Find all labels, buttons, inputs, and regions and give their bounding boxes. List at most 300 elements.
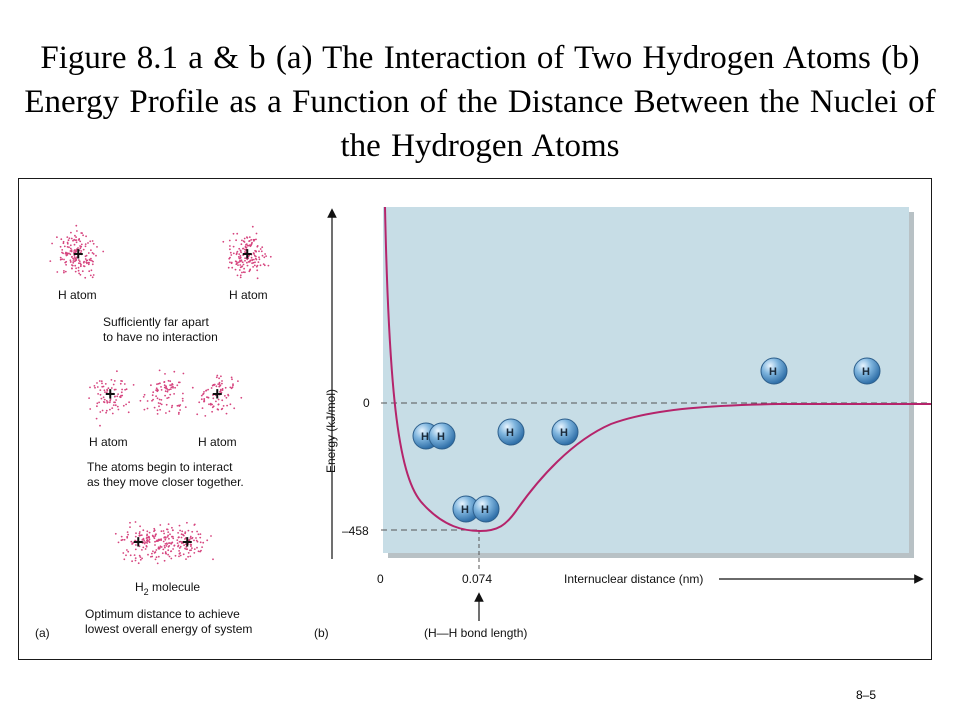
electron-dot xyxy=(236,252,238,254)
electron-dot xyxy=(216,376,218,378)
electron-dot xyxy=(233,253,235,255)
x-tick-zero: 0 xyxy=(377,572,384,586)
electron-dot xyxy=(96,382,98,384)
electron-dot xyxy=(121,391,123,393)
electron-dot xyxy=(150,556,152,558)
electron-dot xyxy=(260,264,262,266)
electron-dot xyxy=(93,243,95,245)
y-axis-label: Energy (kJ/mol) xyxy=(324,388,338,473)
electron-dot xyxy=(183,373,185,375)
electron-dot xyxy=(146,534,148,536)
electron-dot xyxy=(233,407,235,409)
electron-dot xyxy=(116,395,118,397)
electron-dot xyxy=(253,259,255,261)
electron-dot xyxy=(97,393,99,395)
electron-dot xyxy=(164,536,166,538)
electron-dot xyxy=(206,539,208,541)
electron-dot xyxy=(60,246,62,248)
electron-dot xyxy=(163,541,165,543)
electron-dot xyxy=(199,537,201,539)
electron-dot xyxy=(258,250,260,252)
electron-dot xyxy=(161,399,163,401)
electron-dot xyxy=(237,264,239,266)
electron-dot xyxy=(178,556,180,558)
nucleus-mid-left: + xyxy=(105,384,116,404)
electron-dot xyxy=(155,549,157,551)
electron-dot xyxy=(92,276,94,278)
electron-dot xyxy=(178,412,180,414)
electron-dot xyxy=(92,252,94,254)
electron-dot xyxy=(193,552,195,554)
electron-dot xyxy=(167,535,169,537)
electron-dot xyxy=(171,405,173,407)
electron-dot xyxy=(167,389,169,391)
electron-dot xyxy=(135,557,137,559)
electron-dot xyxy=(101,386,103,388)
electron-dot xyxy=(170,558,172,560)
electron-dot xyxy=(179,530,181,532)
electron-dot xyxy=(263,256,265,258)
electron-dot xyxy=(204,415,206,417)
electron-dot xyxy=(156,390,158,392)
electron-dot xyxy=(82,270,84,272)
hydrogen-atom-mid-2 xyxy=(552,419,578,445)
electron-dot xyxy=(146,542,148,544)
electron-dot xyxy=(159,383,161,385)
electron-dot xyxy=(61,249,63,251)
electron-dot xyxy=(91,269,93,271)
electron-dot xyxy=(166,545,168,547)
electron-dot xyxy=(168,545,170,547)
electron-dot xyxy=(92,261,94,263)
electron-dot xyxy=(129,522,131,524)
electron-dot xyxy=(101,398,103,400)
electron-dot xyxy=(213,405,215,407)
electron-dot xyxy=(161,389,163,391)
atom-label-mid-left: H atom xyxy=(89,435,128,449)
electron-dot xyxy=(64,246,66,248)
electron-dot xyxy=(68,239,70,241)
electron-dot xyxy=(177,532,179,534)
electron-dot xyxy=(75,271,77,273)
electron-dot xyxy=(240,274,242,276)
electron-dot xyxy=(146,546,148,548)
nucleus-mid-right: + xyxy=(212,384,223,404)
electron-dot xyxy=(250,239,252,241)
electron-dot xyxy=(99,389,101,391)
electron-dot xyxy=(96,246,98,248)
electron-dot xyxy=(67,246,69,248)
electron-dot xyxy=(168,380,170,382)
electron-dot xyxy=(201,546,203,548)
electron-dot xyxy=(157,409,159,411)
electron-dot xyxy=(257,277,259,279)
electron-dot xyxy=(120,395,122,397)
electron-dot xyxy=(256,233,258,235)
electron-dot xyxy=(170,384,172,386)
electron-dot xyxy=(241,265,243,267)
electron-dot xyxy=(169,556,171,558)
electron-dot xyxy=(172,529,174,531)
electron-dot xyxy=(270,256,272,258)
electron-dot xyxy=(179,553,181,555)
figure-frame xyxy=(18,178,932,660)
electron-dot xyxy=(97,386,99,388)
electron-dot xyxy=(60,259,62,261)
nucleus-far-right: + xyxy=(242,244,253,264)
electron-dot xyxy=(70,261,72,263)
electron-dot xyxy=(237,275,239,277)
electron-dot xyxy=(236,233,238,235)
electron-dot xyxy=(168,523,170,525)
caption-mol-line2: lowest overall energy of system xyxy=(85,622,253,636)
electron-dot xyxy=(139,525,141,527)
electron-dot xyxy=(141,558,143,560)
electron-dot xyxy=(262,255,264,257)
electron-dot xyxy=(147,554,149,556)
electron-dot xyxy=(159,403,161,405)
electron-dot xyxy=(123,405,125,407)
electron-dot xyxy=(178,545,180,547)
electron-dot xyxy=(256,269,258,271)
electron-dot xyxy=(180,555,182,557)
electron-dot xyxy=(70,259,72,261)
electron-dot xyxy=(72,265,74,267)
electron-dot xyxy=(144,394,146,396)
electron-dot xyxy=(154,407,156,409)
electron-dot xyxy=(224,395,226,397)
electron-dot xyxy=(74,235,76,237)
electron-dot xyxy=(69,253,71,255)
electron-dot xyxy=(159,370,161,372)
electron-dot xyxy=(165,412,167,414)
y-tick-min: –458 xyxy=(342,524,369,538)
electron-dot xyxy=(88,270,90,272)
electron-dot xyxy=(196,413,198,415)
electron-dot xyxy=(198,550,200,552)
y-tick-zero: 0 xyxy=(363,396,370,410)
electron-dot xyxy=(177,542,179,544)
electron-dot xyxy=(206,396,208,398)
electron-dot xyxy=(147,408,149,410)
electron-dot xyxy=(152,550,154,552)
electron-dot xyxy=(172,536,174,538)
electron-dot xyxy=(216,375,218,377)
electron-dot xyxy=(70,248,72,250)
electron-dot xyxy=(165,551,167,553)
electron-dot xyxy=(238,248,240,250)
electron-dot xyxy=(99,411,101,413)
electron-dot xyxy=(240,277,242,279)
electron-dot xyxy=(162,552,164,554)
electron-dot xyxy=(249,236,251,238)
electron-dot xyxy=(258,261,260,263)
electron-dot xyxy=(88,262,90,264)
electron-dot xyxy=(149,538,151,540)
electron-dot xyxy=(268,265,270,267)
electron-dot xyxy=(240,397,242,399)
electron-dot xyxy=(203,398,205,400)
electron-dot xyxy=(157,397,159,399)
molecule-label: $H_2$ molecule xyxy=(135,580,201,597)
electron-dot xyxy=(114,380,116,382)
electron-dot xyxy=(88,264,90,266)
electron-dot xyxy=(99,425,101,427)
electron-dot xyxy=(92,263,94,265)
atom-label-mid-right: H atom xyxy=(198,435,237,449)
hydrogen-atom-far-1 xyxy=(761,358,787,384)
electron-dot xyxy=(70,232,72,234)
electron-dot xyxy=(164,384,166,386)
electron-dot xyxy=(154,537,156,539)
electron-dot xyxy=(239,264,241,266)
electron-dot xyxy=(87,242,89,244)
electron-dot xyxy=(173,371,175,373)
electron-dot xyxy=(118,542,120,544)
electron-dot xyxy=(155,559,157,561)
electron-dot xyxy=(65,264,67,266)
electron-dot xyxy=(89,260,91,262)
electron-dot xyxy=(198,401,200,403)
electron-dot xyxy=(231,267,233,269)
electron-dot xyxy=(246,236,248,238)
electron-dot xyxy=(164,547,166,549)
electron-dot xyxy=(188,552,190,554)
electron-dot xyxy=(221,408,223,410)
electron-dot xyxy=(232,386,234,388)
electron-dot xyxy=(233,233,235,235)
slide-title: Figure 8.1 a & b (a) The Interaction of Two Hydrogen Atoms (b) Energy Profile as a Function of the Distance Between the Nuclei of the Hydrogen Atoms xyxy=(24,40,936,164)
electron-dot xyxy=(105,412,107,414)
electron-dot xyxy=(168,397,170,399)
electron-dot xyxy=(193,524,195,526)
electron-dot xyxy=(118,409,120,411)
electron-dot xyxy=(96,418,98,420)
electron-dot xyxy=(102,251,104,253)
electron-dot xyxy=(143,396,145,398)
electron-dot xyxy=(211,411,213,413)
electron-dot xyxy=(75,225,77,227)
electron-dot xyxy=(126,388,128,390)
hydrogen-atom-far-2 xyxy=(854,358,880,384)
electron-dot xyxy=(167,391,169,393)
electron-dot xyxy=(174,387,176,389)
electron-dot xyxy=(127,551,129,553)
electron-dot xyxy=(49,260,51,262)
electron-dot xyxy=(81,232,83,234)
electron-dot xyxy=(78,270,80,272)
electron-dot xyxy=(127,534,129,536)
electron-dot xyxy=(116,370,118,372)
electron-dot xyxy=(189,556,191,558)
electron-dot xyxy=(243,268,245,270)
electron-dot xyxy=(177,405,179,407)
electron-dot xyxy=(131,560,133,562)
electron-dot xyxy=(138,562,140,564)
electron-dot xyxy=(70,244,72,246)
electron-dot xyxy=(67,243,69,245)
caption-far-line1: Sufficiently far apart xyxy=(103,315,209,329)
panel-b-label: (b) xyxy=(314,626,329,640)
electron-dot xyxy=(95,255,97,257)
electron-dot xyxy=(168,542,170,544)
electron-dot xyxy=(124,539,126,541)
electron-dot xyxy=(253,240,255,242)
electron-dot xyxy=(154,544,156,546)
electron-dot xyxy=(159,399,161,401)
electron-dot xyxy=(156,383,158,385)
svg-text:H: H xyxy=(506,427,514,439)
electron-dot xyxy=(147,540,149,542)
electron-dot xyxy=(164,560,166,562)
electron-dot xyxy=(221,380,223,382)
electron-dot xyxy=(98,402,100,404)
electron-dot xyxy=(261,250,263,252)
electron-dot xyxy=(130,541,132,543)
electron-dot xyxy=(113,404,115,406)
electron-dot xyxy=(195,537,197,539)
electron-dot xyxy=(220,375,222,377)
electron-dot xyxy=(179,525,181,527)
electron-dot xyxy=(210,535,212,537)
electron-dot xyxy=(249,240,251,242)
electron-dot xyxy=(121,380,123,382)
electron-dot xyxy=(117,393,119,395)
electron-dot xyxy=(241,272,243,274)
electron-dot xyxy=(61,252,63,254)
electron-dot xyxy=(235,269,237,271)
electron-dot xyxy=(155,395,157,397)
electron-dot xyxy=(176,539,178,541)
electron-dot xyxy=(187,556,189,558)
electron-dot xyxy=(182,398,184,400)
electron-dot xyxy=(226,405,228,407)
electron-dot xyxy=(69,237,71,239)
electron-dot xyxy=(169,380,171,382)
electron-dot xyxy=(257,245,259,247)
electron-dot xyxy=(158,405,160,407)
electron-dot xyxy=(182,393,184,395)
electron-dot xyxy=(203,391,205,393)
svg-text:H: H xyxy=(862,366,870,378)
electron-dot xyxy=(163,533,165,535)
electron-dot xyxy=(78,267,80,269)
electron-dot xyxy=(241,240,243,242)
electron-dot xyxy=(63,272,65,274)
electron-dot xyxy=(126,537,128,539)
electron-dot xyxy=(264,253,266,255)
electron-dot xyxy=(201,398,203,400)
electron-dot xyxy=(169,410,171,412)
electron-dot xyxy=(100,394,102,396)
electron-dot xyxy=(212,558,214,560)
electron-dot xyxy=(157,563,159,565)
electron-dot xyxy=(86,255,88,257)
electron-dot xyxy=(244,271,246,273)
electron-dot xyxy=(127,531,129,533)
electron-dot xyxy=(236,261,238,263)
electron-dot xyxy=(259,258,261,260)
electron-dot xyxy=(248,270,250,272)
electron-dot xyxy=(128,411,130,413)
electron-dot xyxy=(123,558,125,560)
electron-dot xyxy=(160,386,162,388)
electron-dot xyxy=(56,271,58,273)
electron-dot xyxy=(65,271,67,273)
electron-dot xyxy=(158,556,160,558)
electron-dot xyxy=(143,540,145,542)
electron-dot xyxy=(253,253,255,255)
electron-dot xyxy=(218,377,220,379)
electron-dot xyxy=(182,400,184,402)
electron-dot xyxy=(112,413,114,415)
electron-dot xyxy=(121,539,123,541)
electron-dot xyxy=(84,266,86,268)
electron-dot xyxy=(89,240,91,242)
electron-dot xyxy=(109,409,111,411)
electron-dot xyxy=(140,400,142,402)
electron-dot xyxy=(92,240,94,242)
electron-dot xyxy=(171,407,173,409)
electron-dot xyxy=(198,533,200,535)
electron-dot xyxy=(151,553,153,555)
electron-dot xyxy=(152,399,154,401)
electron-dot xyxy=(163,530,165,532)
electron-dot xyxy=(142,529,144,531)
x-tick-min: 0.074 xyxy=(462,572,493,586)
electron-dot xyxy=(178,550,180,552)
electron-dot xyxy=(193,540,195,542)
electron-dot xyxy=(161,530,163,532)
electron-dot xyxy=(89,408,91,410)
electron-dot xyxy=(86,260,88,262)
electron-dot xyxy=(225,387,227,389)
electron-dot xyxy=(75,267,77,269)
svg-text:H: H xyxy=(560,427,568,439)
electron-dot xyxy=(228,267,230,269)
electron-dot xyxy=(88,397,90,399)
electron-dot xyxy=(166,404,168,406)
electron-dot xyxy=(165,553,167,555)
electron-cloud-molecule xyxy=(115,521,214,564)
electron-dot xyxy=(167,554,169,556)
electron-dot xyxy=(196,540,198,542)
electron-dot xyxy=(96,402,98,404)
electron-dot xyxy=(78,239,80,241)
electron-dot xyxy=(156,556,158,558)
electron-dot xyxy=(140,559,142,561)
electron-dot xyxy=(196,547,198,549)
electron-dot xyxy=(202,407,204,409)
electron-dot xyxy=(150,384,152,386)
electron-dot xyxy=(229,240,231,242)
electron-dot xyxy=(168,538,170,540)
electron-dot xyxy=(159,409,161,411)
electron-dot xyxy=(154,529,156,531)
electron-dot xyxy=(156,539,158,541)
electron-dot xyxy=(145,548,147,550)
electron-dot xyxy=(147,400,149,402)
electron-dot xyxy=(238,253,240,255)
electron-dot xyxy=(247,265,249,267)
electron-dot xyxy=(66,236,68,238)
electron-dot xyxy=(51,243,53,245)
electron-dot xyxy=(229,261,231,263)
electron-dot xyxy=(84,277,86,279)
panel-b xyxy=(314,207,931,640)
electron-dot xyxy=(260,248,262,250)
electron-dot xyxy=(75,236,77,238)
